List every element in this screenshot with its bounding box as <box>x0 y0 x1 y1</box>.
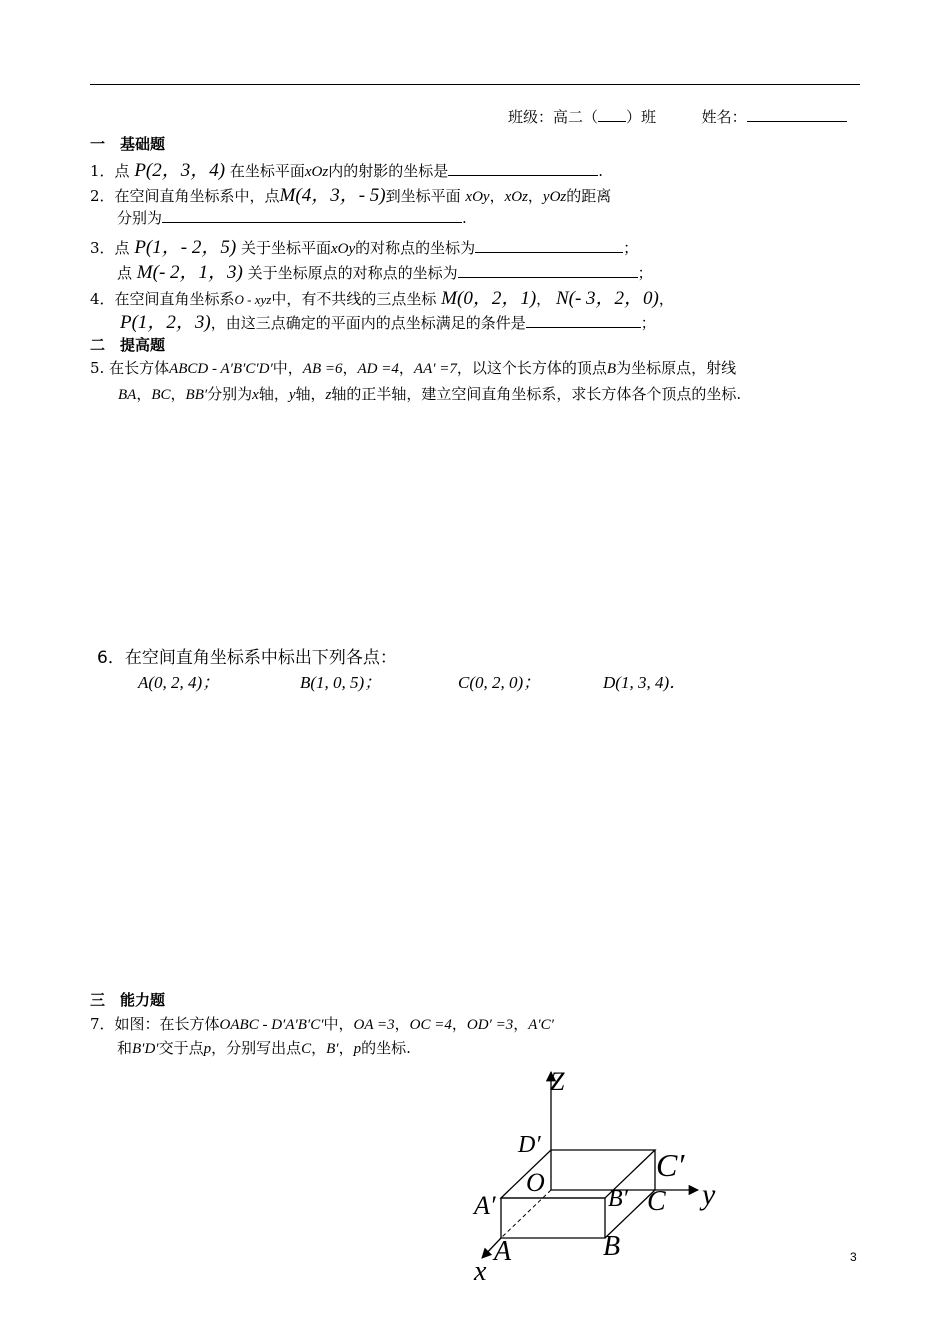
class-name-line <box>508 106 847 127</box>
q4-text-c: ，由这三点确定的平面内的点坐标满足的条件是 <box>210 314 526 332</box>
question-2-line2 <box>117 207 467 228</box>
q7-text-b: 中， <box>323 1015 354 1033</box>
q3-text-e: 关于坐标原点的对称点的坐标为 <box>247 264 458 282</box>
q2-text-a: 2．在空间直角坐标系中，点 <box>90 187 280 205</box>
label-d-prime: D′ <box>518 1132 541 1158</box>
question-4-line2 <box>120 307 656 334</box>
q5-z: z <box>325 387 332 403</box>
q5-text-g: 轴， <box>295 385 326 403</box>
q5-box: ABCD - A′B′C′D′ <box>169 361 273 377</box>
q1-num: 1．点 <box>90 162 130 180</box>
label-x: x <box>474 1256 487 1285</box>
q7-oa: OA =3 <box>353 1017 395 1033</box>
label-z: Z <box>550 1067 565 1096</box>
q1-answer-blank <box>448 175 598 176</box>
edge-oa <box>501 1190 551 1238</box>
q5-y: y <box>288 387 296 403</box>
q7-c1: ， <box>394 1015 410 1033</box>
q6-point-b: B(1, 0, 5)； <box>300 673 382 692</box>
page-number: 3 <box>850 1250 857 1264</box>
label-o: O <box>526 1168 545 1197</box>
q1-plane: xOz <box>304 164 329 180</box>
q7-c5: ， <box>338 1039 354 1057</box>
q2-end: . <box>462 209 467 227</box>
q3-answer-blank-2 <box>458 277 638 278</box>
q5-text-d: 为坐标原点，射线 <box>616 359 737 377</box>
q2-text-c: 的距离 <box>566 187 612 205</box>
q4-system: O - xyz <box>234 292 272 307</box>
q7-box: OABC - D′A′B′C′ <box>219 1017 324 1033</box>
q5-b: B <box>606 361 617 377</box>
q7-text-a: 7．如图：在长方体 <box>90 1015 220 1033</box>
q5-ad: AD =4 <box>357 361 399 377</box>
q5-text-c: ，以这个长方体的顶点 <box>456 359 607 377</box>
label-b-prime: B′ <box>608 1186 628 1212</box>
q5-bc: BC <box>151 387 171 403</box>
section-basic: 一 基础题 <box>90 135 166 153</box>
q4-point-p: P(1，2，3) <box>120 312 211 333</box>
q3-text-d: 点 <box>117 264 133 282</box>
q5-ba: BA <box>118 387 137 403</box>
q2-sep2: ， <box>527 187 543 205</box>
q2-plane-xoy: xOy <box>465 189 490 205</box>
question-4-line1 <box>90 283 674 310</box>
label-a-prime: A′ <box>474 1191 496 1220</box>
q5-c2: ， <box>398 359 414 377</box>
q5-text-h: 轴的正半轴，建立空间直角坐标系，求长方体各个顶点的坐标. <box>331 385 742 403</box>
class-blank <box>598 121 626 122</box>
cuboid-figure <box>470 1060 740 1285</box>
q7-ac: A′C′ <box>528 1017 554 1033</box>
question-3-line1 <box>90 232 638 259</box>
q2-point: M(4，3，- 5) <box>279 185 386 206</box>
q7-od: OD′ =3 <box>466 1017 514 1033</box>
question-5-line2 <box>118 383 741 404</box>
q4-text-a: 4．在空间直角坐标系 <box>90 290 235 308</box>
question-2-line1 <box>90 180 611 207</box>
q6-point-a: A(0, 2, 4)； <box>138 673 220 692</box>
front-face <box>501 1198 605 1238</box>
q5-bb: BB′ <box>185 387 208 403</box>
question-7-line2 <box>117 1037 411 1058</box>
q7-p2: p <box>353 1041 362 1057</box>
q3-text-c: 的对称点的坐标为 <box>355 239 476 257</box>
q5-c3: ， <box>136 385 152 403</box>
question-7-line1 <box>90 1013 554 1034</box>
top-rule <box>90 84 860 85</box>
section-advanced: 二 提高题 <box>90 336 166 354</box>
q4-answer-blank <box>526 327 641 328</box>
q5-text-f: 轴， <box>258 385 289 403</box>
label-c: C <box>647 1186 666 1217</box>
q2-text-b: 到坐标平面 <box>385 187 461 205</box>
q2-plane-yoz: yOz <box>542 189 567 205</box>
q7-text-c: 和 <box>117 1039 133 1057</box>
q3-text-a: 3．点 <box>90 239 130 257</box>
q4-sep2: ， <box>658 290 674 308</box>
class-suffix: ）班 <box>626 108 657 126</box>
q3-end2: ； <box>637 264 653 282</box>
name-label: 姓名： <box>701 108 747 126</box>
q4-point-n: N(- 3，2，0) <box>555 288 659 309</box>
q7-p: p <box>203 1041 212 1057</box>
label-c-prime: C′ <box>656 1147 685 1183</box>
q7-text-d: 交于点 <box>158 1039 204 1057</box>
q7-c4: ， <box>311 1039 327 1057</box>
q3-plane: xOy <box>330 241 356 257</box>
name-blank <box>747 121 847 122</box>
q7-bd: B′D′ <box>132 1041 159 1057</box>
q7-text-e: ，分别写出点 <box>211 1039 302 1057</box>
q4-text-b: 中，有不共线的三点坐标 <box>271 290 437 308</box>
q2-sep1: ， <box>489 187 505 205</box>
q5-c1: ， <box>342 359 358 377</box>
q3-text-b: 关于坐标平面 <box>240 239 331 257</box>
q2-plane-xoz: xOz <box>504 189 528 205</box>
q1-point: P(2，3，4) <box>134 160 226 181</box>
question-6-title: 6．在空间直角坐标系中标出下列各点： <box>97 648 397 668</box>
q5-x: x <box>252 387 259 403</box>
q2-text-d: 分别为 <box>117 209 163 227</box>
q7-oc: OC =4 <box>409 1017 452 1033</box>
q3-point: P(1，- 2，5) <box>134 237 237 258</box>
q2-answer-blank <box>162 222 462 223</box>
label-a: A <box>494 1236 512 1267</box>
q6-point-d: D(1, 3, 4)． <box>603 673 687 692</box>
q7-c2: ， <box>451 1015 467 1033</box>
section-ability: 三 能力题 <box>90 991 166 1009</box>
q5-text-b: 中， <box>272 359 303 377</box>
q5-aa: AA′ =7 <box>413 361 457 377</box>
label-y: y <box>702 1178 716 1211</box>
q7-text-f: 的坐标. <box>361 1039 411 1057</box>
q7-c: C <box>301 1041 312 1057</box>
q1-end: . <box>598 162 604 180</box>
question-1 <box>90 155 603 182</box>
q5-text-a: 5. 在长方体 <box>90 359 170 377</box>
q4-sep: ， <box>536 290 552 308</box>
q4-point-m: M(0，2，1) <box>441 288 537 309</box>
q4-end: ； <box>640 314 656 332</box>
class-label: 班级：高二（ <box>508 108 599 126</box>
label-b: B <box>603 1231 621 1262</box>
q5-c4: ， <box>170 385 186 403</box>
q6-point-c: C(0, 2, 0)； <box>458 673 541 692</box>
question-3-line2 <box>117 257 653 284</box>
q1-tail: 内的射影的坐标是 <box>328 162 449 180</box>
q1-mid: 在坐标平面 <box>229 162 305 180</box>
q3-end1: ； <box>623 239 639 257</box>
q7-b: B′ <box>326 1041 339 1057</box>
question-5-line1 <box>90 357 736 378</box>
q5-ab: AB =6 <box>302 361 343 377</box>
q7-c3: ， <box>513 1015 529 1033</box>
q3-point-m: M(- 2，1，3) <box>136 262 243 283</box>
q3-answer-blank-1 <box>475 252 623 253</box>
q5-text-e: 分别为 <box>207 385 253 403</box>
